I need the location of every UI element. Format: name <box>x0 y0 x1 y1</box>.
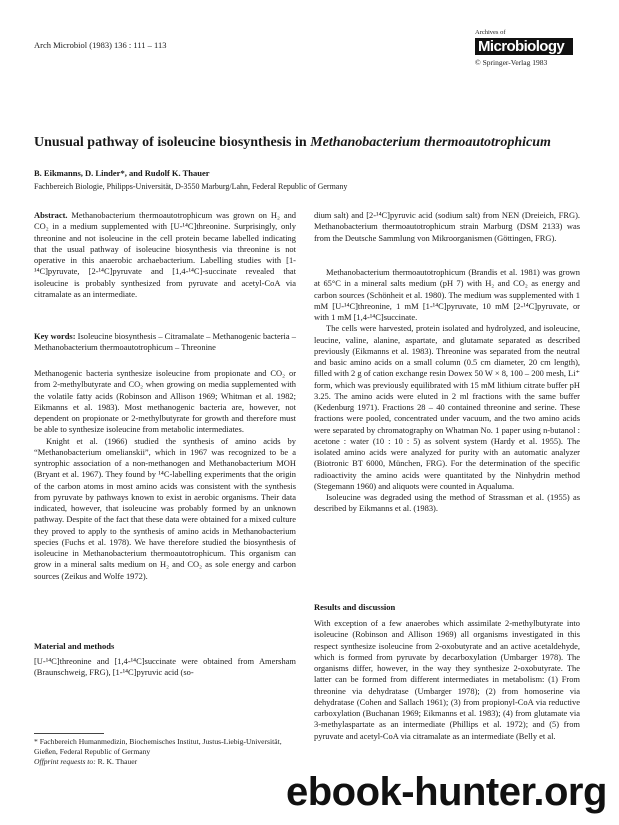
footnote-divider <box>34 733 104 734</box>
article-affiliation: Fachbereich Biologie, Philipps-Universität, D-3550 Marburg/Lahn, Federal Republic of Germany <box>34 182 348 191</box>
journal-citation: Arch Microbiol (1983) 136 : 111 – 113 <box>34 40 167 50</box>
intro-paragraph-1: Methanogenic bacteria synthesize isoleucine from propionate and CO₂ or from 2-methylbutyrate and CO₂ when growing on media supplemented with the volatile fatty acids (Robinson and Allison 1969; Whitman et al. 1982; Eikmanns et al. 1983). Most methanogenic bacteria are, however, not dependent on propionate or 2-methylbutyrate for growth and therefore must be able to synthesize isoleucine from metabolic intermediates. <box>34 368 296 435</box>
footnote-offprint <box>34 757 296 767</box>
results-paragraph: With exception of a few anaerobes which assimilate 2-methylbutyrate into isoleucine (Robinson and Allison 1969) all organisms investigated in this respect synthesize isoleucine from 2-oxobutyrate and an active acetaldehyde, which is formed from pyruvate by decarboxylation (Umbarger 1978). The organisms differ, however, in the way they synthesize 2-oxobutyrate. The latter can be formed from different intermediates in metabolism: (1) From threonine via dehydratase (Umbarger 1978); (2) from homoserine via dehydratase (Cohen and Sallach 1961); (3) from propionyl-CoA via reductive carboxylation (Buchanan 1969; Eikmanns et al. 1983); (4) from glutamate via 3-methylaspartate as an intermediate (Phillips et al. 1972); and (5) from pyruvate and acetyl-CoA via citramalate as an intermediate (Belly et al. <box>314 618 580 741</box>
keywords-label: Key words: <box>34 331 76 341</box>
growth-paragraph: Methanobacterium thermoautotrophicum (Brandis et al. 1981) was grown at 65°C in a mineral salts medium (pH 7) with H₂ and CO₂ as energy and carbon sources (Schönheit et al. 1980). The medium was supplemented with 1 mM [U-¹⁴C]threonine, 1 mM [1-¹⁴C]pyruvate, 10 mM [2-¹⁴C]pyruvate, or with 1 mM [1,4-¹⁴C]succinate. <box>314 267 580 322</box>
results-heading: Results and discussion <box>314 602 396 612</box>
methods-heading: Material and methods <box>34 641 115 651</box>
abstract <box>34 210 296 300</box>
methods-paragraph: [U-¹⁴C]threonine and [1,4-¹⁴C]succinate were obtained from Amersham (Braunschweig, FRG), [1-¹⁴C]pyruvic acid (so- <box>34 656 296 678</box>
journal-prefix: Archives of <box>475 29 506 36</box>
separation-paragraph: The cells were harvested, protein isolated and hydrolyzed, and isoleucine, leucine, valine, alanine, aspartate, and glutamate separated as described previously (Eikmanns et al. 1983). Threonine was separated from the neutral and basic amino acids on a small column (0.5 cm diameter, 20 cm length), filled with 2 g of cation exchange resin Dowex 50 W × 8, 100 – 200 mesh, Li⁺ form, which was previously equilibrated with 15 mM lithium citrate buffer pH 3.25. The amino acids were eluted in 2 ml fractions with the same buffer (Kedenburg 1971). Fractions 28 – 40 contained threonine and serine. These fractions were pooled, concentrated under vacuum, and the two amino acids were separated by chromatography on Whatman No. 1 paper using n-butanol : acetone : water (10 : 10 : 5) as solvent system (Hardy et al. 1955). The isolated amino acids were analyzed for purity with an automatic analyzer (Biotronic BT 6000, München, FRG). For the determination of the specific radioactivity the amino acids were quantitated by the Ninhydrin method (Stegemann 1960) and aliquots were counted in Aqualuma. <box>314 323 580 491</box>
methods-text <box>34 656 296 679</box>
journal-logo: Microbiology <box>475 38 573 55</box>
methods-procedures <box>314 267 580 515</box>
methods-continued <box>314 210 580 244</box>
abstract-label: Abstract. <box>34 210 68 220</box>
methods-paragraph-2: dium salt) and [2-¹⁴C]pyruvic acid (sodium salt) from NEN (Dreieich, FRG). Methanobacterium thermoautotrophicum strain Marburg (DSM 2133) was from the Deutsche Sammlung von Mikroorganismen (Göttingen, FRG). <box>314 210 580 243</box>
abstract-text: Methanobacterium thermoautotrophicum was grown on H₂ and CO₂ in a medium supplemented with [U-¹⁴C]threonine. Surprisingly, only threonine and not isoleucine in the cell protein became labelled indicating that the usual pathway of isoleucine biosynthesis via threonine is not operative in this anaerobic archaebacterium. Labelling studies with [1-¹⁴C]pyruvate, [2-¹⁴C]pyruvate and [1,4-¹⁴C]-succinate revealed that isoleucine is probably synthesized from pyruvate and acetyl-CoA via citramalate as an intermediate. <box>34 210 297 299</box>
title-organism: Methanobacterium thermoautotrophicum <box>310 135 551 150</box>
intro-paragraph-2: Knight et al. (1966) studied the synthesis of amino acids by “Methanobacterium omelianskii”, which in 1967 was recognized to be a syntrophic association of a non-methanogen and Methanobacterium MOH (Bryant et al. 1967). They found by ¹⁴C-labelling experiments that the origin of the carbon atoms in most amino acids was consistent with the synthesis from pyruvate by pathways known to exist in aerobic organisms. Their data indicated, however, that isoleucine was probably formed by an unknown pathway. Despite of the fact that these data were obtained for a mixed culture they proved to apply to the synthesis of amino acids in Methanobacterium species (Fuchs et al. 1978). We have therefore studied the biosynthesis of isoleucine in Methanobacterium thermoautotrophicum. This organism can grow in a mineral salts medium on H₂ and CO₂ as sole energy and carbon sources (Zeikus and Wolfe 1972). <box>34 435 296 581</box>
keywords <box>34 331 296 354</box>
title-plain: Unusual pathway of isoleucine biosynthesis in <box>34 135 311 150</box>
keywords-text: Isoleucine biosynthesis – Citramalate – Methanogenic bacteria – Methanobacterium thermoautotrophicum – Threonine <box>34 331 296 353</box>
introduction <box>34 368 296 582</box>
publisher-copyright: © Springer-Verlag 1983 <box>475 57 548 67</box>
article-title <box>34 135 594 151</box>
footnote-affiliation: * Fachbereich Humanmedizin, Biochemisches Institut, Justus-Liebig-Universität, Gießen, Federal Republic of Germany <box>34 737 282 756</box>
offprint-label: Offprint requests to: <box>34 756 96 766</box>
watermark: ebook-hunter.org <box>286 770 607 814</box>
results-text <box>314 618 580 742</box>
offprint-name: R. K. Thauer <box>97 756 138 766</box>
degradation-paragraph: Isoleucine was degraded using the method of Strassman et al. (1955) as described by Eikmanns et al. (1983). <box>314 492 580 514</box>
article-authors: B. Eikmanns, D. Linder*, and Rudolf K. Thauer <box>34 168 210 178</box>
journal-masthead <box>475 30 580 67</box>
footnotes <box>34 733 296 766</box>
